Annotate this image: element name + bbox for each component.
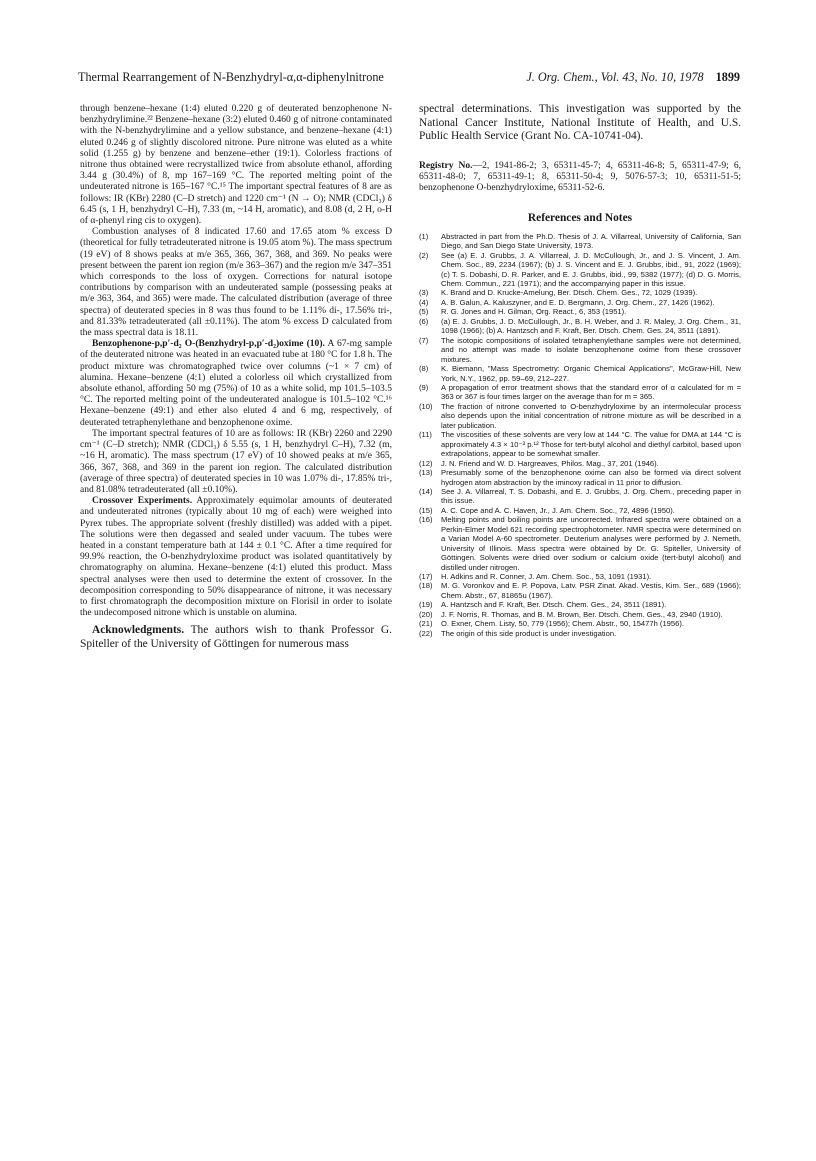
reference-text: See (a) E. J. Grubbs, J. A. Villarreal, J. D. McCullough, Jr., and J. S. Vincent, J. Am. Chem. Soc., 89, 2234 (1967); (b) J. S. Vincent and E. J. Grubbs, ibid., 91, 2022 (1969); (c) T. S. Dobashi, D. R. Parker, and E. J. Grubbs, ibid., 99, 5382 (1977); (d) D. G. Morris, Chem. Commun., 221 (1971); and the accompanying paper in this issue. bbox=[441, 250, 741, 288]
crossover-text: Approximately equimolar amounts of deuterated and undeuterated nitrones (typically about 10 mg of each) were weighed into Pyrex tubes. The appropriate solvent (freshly distilled) was added with a pipet. The solutions were then degassed and sealed under vacuum. The tubes were heated in a constant temperature bath at 144 ± 0.1 °C. After a time required for 99.9% reaction, the O-benzhydryloxime product was isolated quantitatively by chromatography on alumina. Hexane–benzene (4:1) eluted this product. Mass spectral analyses were then used to determine the extent of crossover. In the decomposition corresponding to 50% disappearance of nitrone, it was necessary to first chromatograph the decomposition mixture on Florisil in order to isolate the undecomposed nitrone which is unstable on alumina. bbox=[80, 495, 392, 619]
reference-item bbox=[419, 307, 741, 316]
paragraph-oxime-prep bbox=[80, 338, 392, 428]
reference-item bbox=[419, 336, 741, 364]
reference-text: K. Brand and D. Krucke-Amelung, Ber. Dtsch. Chem. Ges., 72, 1029 (1939). bbox=[441, 288, 698, 298]
reference-item bbox=[419, 383, 741, 402]
reference-number: (6) bbox=[419, 316, 429, 326]
reference-number: (20) bbox=[419, 609, 433, 619]
reference-item bbox=[419, 506, 741, 515]
reference-number: (5) bbox=[419, 307, 429, 317]
reference-number: (11) bbox=[419, 430, 432, 440]
journal-citation bbox=[526, 69, 740, 85]
reference-number: (19) bbox=[419, 600, 433, 610]
acknowledgments bbox=[80, 624, 392, 651]
reference-text: The fraction of nitrone converted to O-benzhydryloxime by an intermolecular process also depends upon the initial concentration of nitrone mixture as will be described in a later publication. bbox=[441, 401, 741, 430]
reference-item bbox=[419, 298, 741, 307]
references-heading: References and Notes bbox=[527, 211, 633, 224]
reference-text: O. Exner, Chem. Listy, 50, 779 (1956); Chem. Abstr., 50, 15477h (1956). bbox=[441, 619, 684, 629]
reference-text: A propagation of error treatment shows that the standard error of α calculated for m = 363 or 367 is four times larger on the average than for m = 365. bbox=[441, 382, 741, 402]
experimental-text bbox=[80, 103, 392, 618]
reference-item bbox=[419, 430, 741, 458]
reference-text: The origin of this side product is under investigation. bbox=[441, 628, 617, 638]
paragraph-combustion-analysis: Combustion analyses of 8 indicated 17.60 and 17.65 atom % excess D (theoretical for fully tetradeuterated nitrone is 19.05 atom %). The mass spectrum (19 eV) of 8 shows peaks at m/e 365, 366, 367, 368, and 369. No peaks were present between the parent ion region (m/e 363–367) and the region m/e 347–351 which corresponds to the loss of oxygen. Corrections for natural isotope contributions by comparison with an undeuterated sample (possessing peaks at m/e 363, 364, and 365) were made. The calculated distribution (average of three spectra) of deuterated species in 8 was thus found to be 1.11% di-, 17.56% tri-, and 81.33% tetradeuterated (all ±0.11%). The atom % excess D calculated from the mass spectral data is 18.11. bbox=[80, 226, 392, 339]
reference-text: Melting points and boiling points are uncorrected. Infrared spectra were obtained on a Perkin-Elmer Model 621 recording spectrophotometer. NMR spectra were determined on a Varian Model A-60 spectrometer. Deuterium analyses were performed by J. Nemeth, University of Illinois. Mass spectra were obtained by Dr. G. Spiteller, University of Göttingen. Solvents were dried over sodium or calcium oxide (tert-butyl alcohol) and distilled under nitrogen. bbox=[441, 515, 741, 572]
reference-number: (3) bbox=[419, 288, 429, 298]
reference-text: (a) E. J. Grubbs, J. D. McCullough, Jr., B. H. Weber, and J. R. Maley, J. Org. Chem., 31, 1098 (1966); (b) A. Hantzsch and F. Kraft, Ber. Dtsch. Chem. Ges. 24, 3511 (1891). bbox=[441, 316, 741, 336]
reference-number: (14) bbox=[419, 486, 433, 496]
page-number: 1899 bbox=[715, 70, 740, 84]
reference-item bbox=[419, 610, 741, 619]
registry-text: —2, 1941-86-2; 3, 65311-45-7; 4, 65311-46-8; 5, 65311-47-9; 6, 65311-48-0; 7, 65311-49-1; 8, 65311-50-4; 9, 5076-57-3; 10, 65311-51-5; benzophenone O-benzhydryloxime, 65311-52-6. bbox=[419, 159, 742, 194]
reference-item bbox=[419, 572, 741, 581]
reference-number: (21) bbox=[419, 619, 433, 629]
reference-item bbox=[419, 251, 741, 289]
acknowledgments-heading: Acknowledgments. bbox=[92, 624, 185, 637]
running-title: Thermal Rearrangement of N-Benzhydryl-α,α-diphenylnitrone bbox=[78, 70, 384, 84]
left-column bbox=[80, 103, 392, 651]
reference-item bbox=[419, 515, 741, 572]
reference-item bbox=[419, 317, 741, 336]
oxime-prep-text: A 67-mg sample of the deuterated nitrone was heated in an evacuated tube at 180 °C for 1.8 h. The product mixture was chromatographed twice over columns (~1 × 7 cm) of alumina. Hexane–benzene (4:1) eluted a colorless oil which crystallized from absolute ethanol, affording 50 mg (75%) of 10 as a white solid, mp 101.5–103.5 °C. The reported melting point of the undeuterated analogue is 101.5–102 °C.¹⁶ Hexane–benzene (49:1) and ether also eluted 4 and 6 mg, respectively, of deuterated tetraphenylethane and benzophenone oxime. bbox=[80, 338, 393, 428]
section-heading-oxime: Benzophenone-p,p′-d₂ O-(Benzhydryl-p,p′-d₂)oxime (10). bbox=[92, 338, 325, 350]
reference-text: R. G. Jones and H. Gilman, Org. React., 6, 353 (1951). bbox=[441, 307, 627, 317]
section-heading-crossover: Crossover Experiments. bbox=[92, 495, 193, 507]
reference-item bbox=[419, 402, 741, 430]
reference-text: The isotopic compositions of isolated tetraphenylethane samples were not determined, and no attempt was made to isolate benzophenone oxime from these crossover mixtures. bbox=[441, 335, 741, 364]
reference-number: (22) bbox=[419, 628, 433, 638]
reference-text: H. Adkins and R. Conner, J. Am. Chem. Soc., 53, 1091 (1931). bbox=[441, 572, 652, 582]
acknowledgments-continued: spectral determinations. This investigation was supported by the National Cancer Institute, National Institute of Health, and U.S. Public Health Service (Grant No. CA-10741-04). bbox=[419, 103, 741, 142]
registry-numbers bbox=[419, 160, 741, 194]
reference-text: K. Biemann, "Mass Spectrometry: Organic Chemical Applications", McGraw-Hill, New York, N.Y., 1962, pp. 59–69, 212–227. bbox=[441, 364, 741, 383]
reference-item bbox=[419, 459, 741, 468]
reference-item bbox=[419, 487, 741, 506]
reference-text: A. C. Cope and A. C. Haven, Jr., J. Am. Chem. Soc., 72, 4896 (1950). bbox=[441, 505, 675, 515]
reference-text: Abstracted in part from the Ph.D. Thesis of J. A. Villarreal, University of California, San Diego, and San Diego State University, 1973. bbox=[441, 231, 741, 251]
reference-item bbox=[419, 468, 741, 487]
reference-item bbox=[419, 364, 741, 383]
reference-item bbox=[419, 232, 741, 251]
reference-number: (15) bbox=[419, 505, 433, 515]
reference-number: (8) bbox=[419, 364, 429, 374]
reference-text: See J. A. Villarreal, T. S. Dobashi, and E. J. Grubbs, J. Org. Chem., preceding paper in this issue. bbox=[441, 486, 741, 506]
paragraph-crossover bbox=[80, 495, 392, 618]
reference-number: (13) bbox=[419, 468, 433, 478]
reference-item bbox=[419, 288, 741, 297]
reference-number: (12) bbox=[419, 458, 433, 468]
reference-number: (18) bbox=[419, 581, 433, 591]
reference-item bbox=[419, 600, 741, 609]
reference-number: (7) bbox=[419, 335, 429, 345]
reference-number: (1) bbox=[419, 231, 429, 241]
reference-text: Presumably some of the benzophenone oxime can also be formed via direct solvent hydrogen atom abstraction by the iminoxy radical in 11 prior to diffusion. bbox=[441, 468, 741, 487]
reference-text: A. Hantzsch and F. Kraft, Ber. Dtsch. Chem. Ges., 24, 3511 (1891). bbox=[441, 600, 667, 610]
reference-text: M. G. Voronkov and E. P. Popova, Latv. PSR Zinat. Akad. Vestis, Kim. Ser., 689 (1966); Chem. Abstr., 67, 81865u (1967). bbox=[441, 581, 741, 600]
reference-number: (16) bbox=[419, 515, 433, 525]
references-list bbox=[419, 232, 741, 638]
reference-item bbox=[419, 619, 741, 628]
reference-item bbox=[419, 581, 741, 600]
paragraph-oxime-spectra: The important spectral features of 10 are as follows: IR (KBr) 2260 and 2290 cm⁻¹ (C–D stretch); NMR (CDCl₃) δ 5.55 (s, 1 H, benzhydryl C–H), 7.32 (m, ~16 H, aromatic). The mass spectrum (17 eV) of 10 showed peaks at m/e 365, 366, 367, 368, and 369 in the parent ion region. The calculated distribution (average of three spectra) of deuterated species in 10 was 1.07% di-, 17.85% tri-, and 81.08% tetradeuterated (all ±0.10%). bbox=[80, 427, 392, 495]
reference-text: The viscosities of these solvents are very low at 144 °C. The value for DMA at 144 °C is approximately 4.3 × 10⁻³ p.¹² Those for tert-butyl alcohol and diethyl carbitol, based upon extrapolations, appear to be somewhat smaller. bbox=[441, 430, 741, 459]
running-header bbox=[78, 69, 740, 85]
registry-heading: Registry No. bbox=[419, 159, 473, 171]
right-column bbox=[419, 103, 741, 638]
paragraph-nitrone-elution: through benzene–hexane (1:4) eluted 0.220 g of deuterated benzophenone N-benzhydrylimine.²² Benzene–hexane (3:2) eluted 0.460 g of nitrone contaminated with the N-benzhydrylimine and a yellow substance, and benzene–hexane (4:1) eluted 0.246 g of slightly discolored nitrone. Pure nitrone was eluted as a white solid (1.255 g) by benzene and benzene–ether (19:1). Colorless fractions of nitrone thus obtained were recrystallized twice from absolute ethanol, affording 3.44 g (30.4%) of 8, mp 167–169 °C. The reported melting point of the undeuterated nitrone is 165–167 °C.¹⁵ The important spectral features of 8 are as follows: IR (KBr) 2280 (C–D stretch) and 1220 cm⁻¹ (N → O); NMR (CDCl₃) δ 6.45 (s, 1 H, benzhydryl C–H), 7.33 (m, ~14 H, aromatic), and 8.08 (d, 2 H, o-H of α-phenyl ring cis to oxygen). bbox=[80, 103, 392, 227]
reference-text: J. N. Friend and W. D. Hargreaves, Philos. Mag., 37, 201 (1946). bbox=[441, 458, 659, 468]
reference-item bbox=[419, 629, 741, 638]
reference-number: (17) bbox=[419, 572, 433, 582]
journal-name: J. Org. Chem., Vol. 43, No. 10, 1978 bbox=[526, 70, 704, 84]
reference-number: (4) bbox=[419, 297, 429, 307]
reference-number: (2) bbox=[419, 250, 429, 260]
reference-number: (9) bbox=[419, 382, 429, 392]
acknowledgments-text: The authors wish to thank Professor G. Spiteller of the University of Göttingen for numerous mass bbox=[80, 624, 392, 650]
reference-text: A. B. Galun, A. Kaluszyner, and E. D. Bergmann, J. Org. Chem., 27, 1426 (1962). bbox=[441, 297, 715, 307]
reference-text: J. F. Norris, R. Thomas, and B. M. Brown, Ber. Dtsch. Chem. Ges., 43, 2940 (1910). bbox=[441, 609, 723, 619]
reference-number: (10) bbox=[419, 401, 433, 411]
